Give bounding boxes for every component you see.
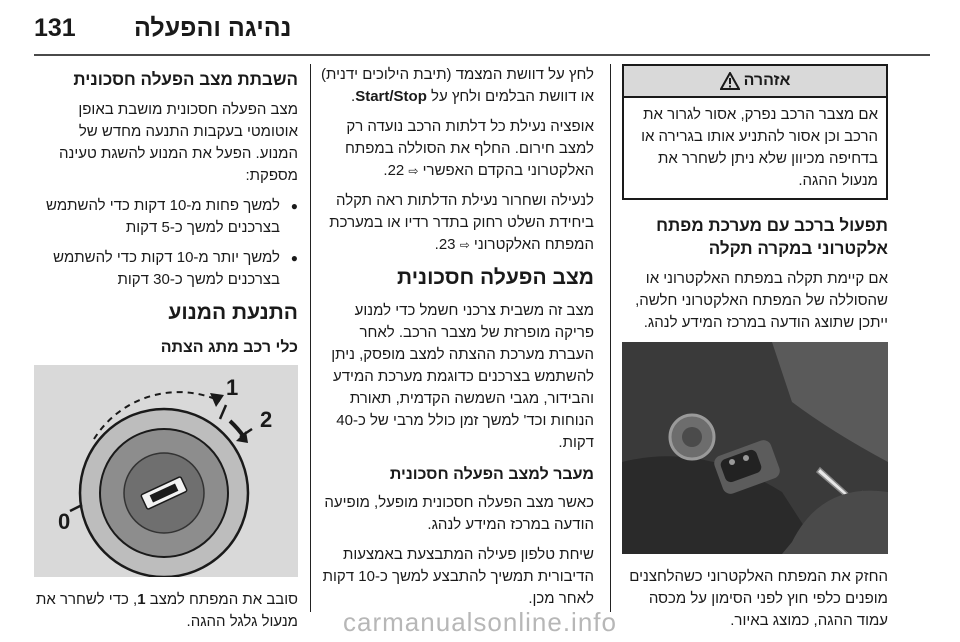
start-stop-label: Start/Stop <box>355 88 427 105</box>
ignition-position-1: 1 <box>226 375 239 400</box>
list-item: ● למשך יותר מ-10 דקות כדי להשתמש בצרכנים למשך כ-30 דקות <box>34 247 298 291</box>
position-number: 1 <box>137 591 146 608</box>
paragraph: שיחת טלפון פעילה המתבצעת באמצעות הדיבורית תמשיך להתבצע למשך כ-10 דקות לאחר מכן. <box>322 546 594 607</box>
column-divider <box>610 64 611 612</box>
warning-text: אם מצבר הרכב נפרק, אסור לגרור את הרכב וכן אסור להתניע אותו בגרירה או בדחיפה מכיוון שלא ניתן לשחרר את מנעול ההגה. <box>641 106 878 189</box>
section-title: נהיגה והפעלה <box>134 14 292 42</box>
paragraph: מצב הפעלה חסכונית מושבת באופן אוטומטי בעקבות התנעה מחדש של המנוע. הפעל את המנוע להשגת טעינה מספקת: <box>59 101 298 184</box>
subsection-heading: כלי רכב מתג הצתה <box>160 339 298 356</box>
paragraph-text: סובב את המפתח למצב <box>149 591 298 608</box>
list-item: ● למשך פחות מ-10 דקות כדי להשתמש בצרכנים למשך כ-5 דקות <box>34 195 298 239</box>
warning-box <box>622 64 888 200</box>
warning-title <box>624 66 886 98</box>
column-divider <box>310 64 311 612</box>
bullet-list <box>34 195 298 291</box>
paragraph: מצב זה משבית צרכני חשמל כדי למנוע פריקה מופרזת של מצבר הרכב. לאחר העברת מערכת ההצתה למצב מופסק, ניתן להשתמש בצרכנים כדוגמת מערכת המידע והבידור, מגבי השמשה הקדמית, תאורת הנוחות וכד' למשך זמן כולל מרבי של כ-40 דקות. <box>331 302 594 451</box>
paragraph: כאשר מצב הפעלה חסכונית מופעל, מופיעה הודעה במרכז המידע לנהג. <box>324 494 594 533</box>
right-column <box>622 64 888 640</box>
paragraph: אם קיימת תקלה במפתח האלקטרוני או שהסוללה של המפתח האלקטרוני חלשה, ייתכן שתוצג הודעה במרכז המידע לנהג. <box>635 270 888 331</box>
figure-ignition-switch <box>34 365 298 577</box>
steering-column-illustration <box>622 342 888 554</box>
warning-label: אזהרה <box>743 72 791 89</box>
section-heading: התנעת המנוע <box>168 301 298 324</box>
ignition-position-0: 0 <box>58 509 71 534</box>
subsection-heading: מעבר למצב הפעלה חסכונית <box>389 466 594 483</box>
page-ref-arrow-icon: ⇨ <box>408 164 419 178</box>
paragraph-text: לנעילה ושחרור נעילת הדלתות ראה תקלה ביחידת השלט רחוק בתדר רדיו או במערכת המפתח האלקטרוני <box>329 192 594 253</box>
warning-triangle-icon <box>720 72 740 90</box>
section-heading: מצב הפעלה חסכונית <box>397 266 594 289</box>
page-ref: 22 <box>387 162 405 179</box>
header-rule <box>34 54 930 56</box>
paragraph-text: , כדי לשחרר את מנעול גלגל ההגה. <box>36 591 298 630</box>
page-number: 131 <box>34 14 76 42</box>
figure-caption: החזק את המפתח האלקטרוני כשהלחצנים מופנים כלפי חוץ לפני הסימון על מכסה עמוד ההגה, כמוצג באיור. <box>629 568 888 629</box>
paragraph: לנעילה ושחרור נעילת הדלתות ראה תקלה ביחידת השלט רחוק בתדר רדיו או במערכת המפתח האלקטרוני ⇨ 23. <box>329 192 594 253</box>
figure-key-fob-photo <box>622 342 888 554</box>
section-heading: תפעול ברכב עם מערכת מפתח אלקטרוני במקרה תקלה <box>656 216 888 258</box>
page-ref-arrow-icon: ⇨ <box>459 238 470 252</box>
middle-column <box>320 64 594 618</box>
paragraph-text: לחץ על דוושת המצמד (תיבת הילוכים ידנית) או דוושת הבלמים ולחץ על <box>321 66 594 105</box>
page-ref: 23 <box>438 236 456 253</box>
left-column <box>34 64 298 641</box>
section-heading: השבתת מצב הפעלה חסכונית <box>73 70 298 89</box>
paragraph-text: אופציה נעילת כל דלתות הרכב נועדה רק למצב חירום. החלף את הסוללה במפתח האלקטרוני בהקדם האפשרי <box>345 118 594 179</box>
ignition-switch-illustration <box>34 365 298 577</box>
watermark: carmanualsonline.info <box>343 607 617 637</box>
page-header <box>34 14 930 46</box>
ignition-position-2: 2 <box>260 407 273 432</box>
paragraph: אופציה נעילת כל דלתות הרכב נועדה רק למצב חירום. החלף את הסוללה במפתח האלקטרוני בהקדם האפשרי ⇨ 22. <box>345 118 594 179</box>
paragraph: לחץ על דוושת המצמד (תיבת הילוכים ידנית) או דוושת הבלמים ולחץ על Start/Stop. <box>321 66 594 105</box>
